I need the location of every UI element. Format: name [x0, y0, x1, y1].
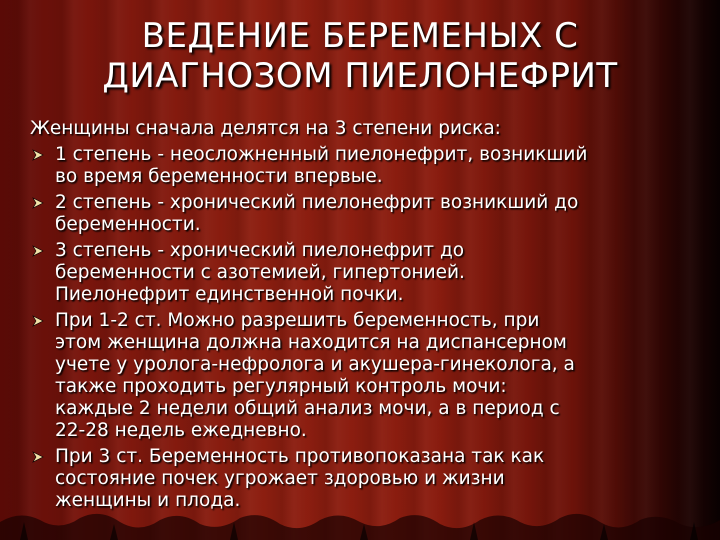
item-line: 1 степень - неосложненный пиелонефрит, возникший [55, 144, 588, 165]
list-item [30, 192, 698, 236]
item-line: Пиелонефрит единственной почки. [55, 284, 404, 305]
item-line: беременности с азотемией, гипертонией. [55, 262, 465, 283]
item-line: При 1-2 ст. Можно разрешить беременность, при [55, 310, 540, 331]
list-item [30, 144, 698, 188]
title-line: ДИАГНОЗОМ ПИЕЛОНЕФРИТ [102, 56, 618, 96]
item-line: 2 степень - хронический пиелонефрит возникший до [55, 192, 579, 213]
intro-text: Женщины сначала делятся на 3 степени риска: [30, 118, 501, 139]
list-item [30, 310, 698, 442]
arrowhead-bullet-icon [32, 245, 44, 257]
item-line: также проходить регулярный контроль мочи: [55, 376, 507, 397]
item-line: во время беременности впервые. [55, 166, 383, 187]
slide-body [30, 118, 698, 516]
item-line: состояние почек угрожает здоровью и жизни [55, 468, 505, 489]
item-line: женщины и плода. [55, 490, 241, 511]
list-item [30, 446, 698, 512]
title-line: ВЕДЕНИЕ БЕРЕМЕНЫХ С [141, 16, 579, 56]
bullet-list [30, 144, 698, 512]
arrowhead-bullet-icon [32, 315, 44, 327]
arrowhead-bullet-icon [32, 451, 44, 463]
arrowhead-bullet-icon [32, 149, 44, 161]
item-line: беременности. [55, 214, 201, 235]
list-item [30, 240, 698, 306]
item-line: этом женщина должна находится на диспансерном [55, 332, 567, 353]
item-line: 22-28 недель ежедневно. [55, 420, 307, 441]
item-line: 3 степень - хронический пиелонефрит до [55, 240, 465, 261]
item-line: учете у уролога-нефролога и акушера-гинеколога, а [55, 354, 575, 375]
slide-title [40, 16, 680, 96]
item-line: При 3 ст. Беременность противопоказана так как [55, 446, 545, 467]
item-line: каждые 2 недели общий анализ мочи, а в период с [55, 398, 560, 419]
arrowhead-bullet-icon [32, 197, 44, 209]
